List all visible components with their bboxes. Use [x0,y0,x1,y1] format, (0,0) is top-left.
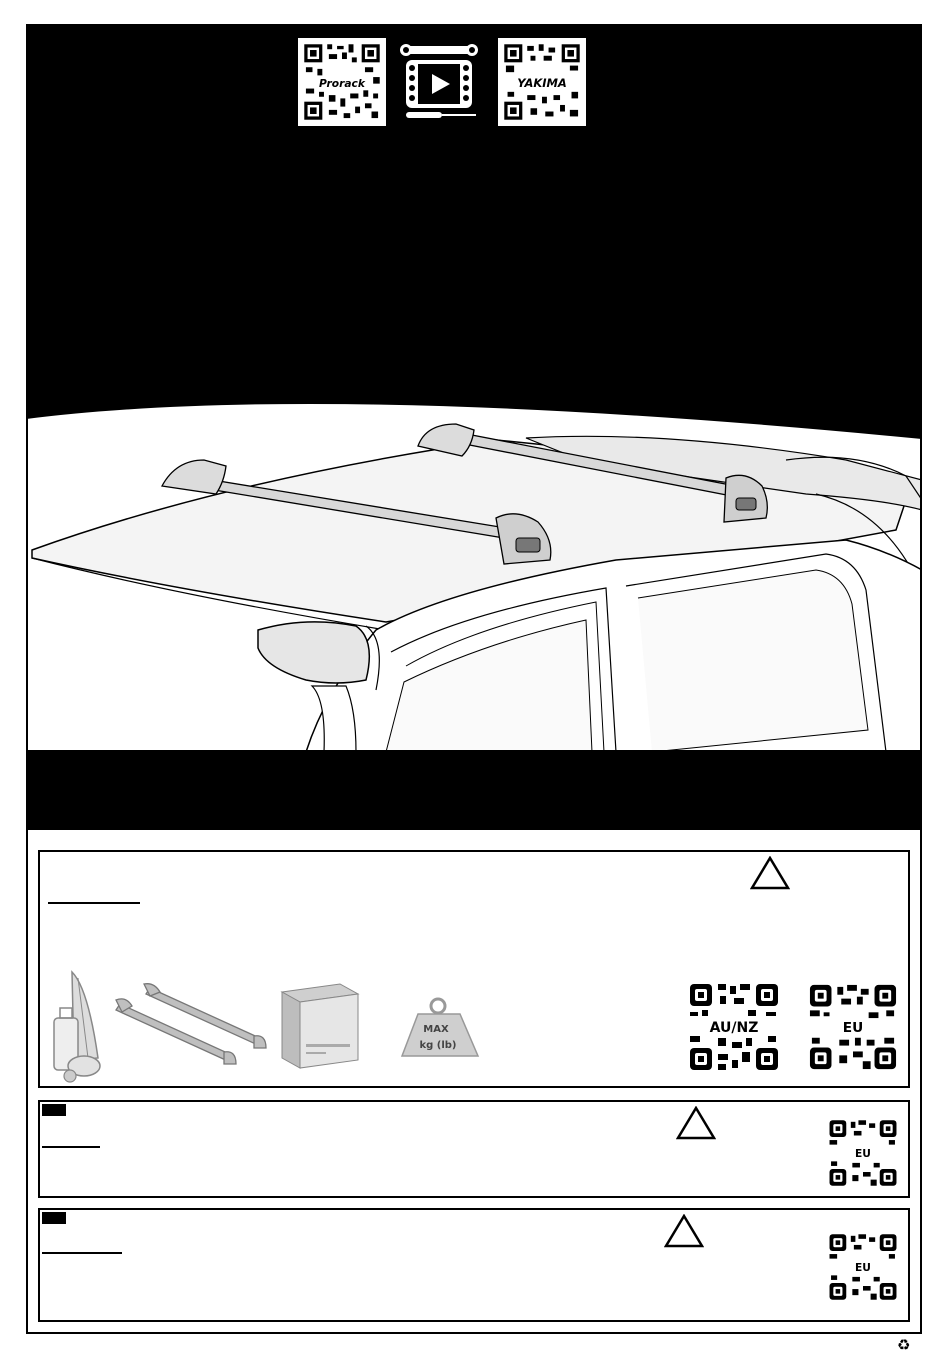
qr-eu-label: EU [855,1260,871,1274]
language-section-2 [38,1100,910,1198]
recycle-icon: ♻ [897,1336,911,1354]
weight-max-label: MAX [423,1024,449,1035]
qr-code-au-nz[interactable] [688,982,780,1072]
language-section-3 [38,1208,910,1322]
info-panel [38,850,910,1088]
section-heading-underline [48,902,140,904]
qr-eu-label: EU [842,1019,864,1036]
luggage-icon [48,968,106,1084]
language-flag-tag [42,1104,66,1116]
fitting-kit-box-icon [278,980,362,1072]
warning-triangle-icon [750,856,790,890]
warning-triangle-icon [676,1106,716,1140]
language-flag-tag [42,1212,66,1224]
roof-bars-icon [114,982,274,1072]
section-heading-underline [42,1252,122,1254]
qr-code-eu[interactable] [808,982,898,1072]
yakima-logo-text: YAKIMA [517,75,567,90]
section-heading-underline [42,1146,100,1148]
max-load-weight-icon [398,996,482,1058]
qr-code-eu[interactable] [828,1230,898,1304]
qr-code-eu[interactable] [828,1118,898,1188]
qr-au-nz-label: AU/NZ [709,1020,759,1036]
weight-unit-label: kg (lb) [419,1040,457,1051]
prorack-logo-text: Prorack [319,76,365,90]
warning-triangle-icon [664,1214,704,1248]
qr-eu-label: EU [855,1146,871,1160]
